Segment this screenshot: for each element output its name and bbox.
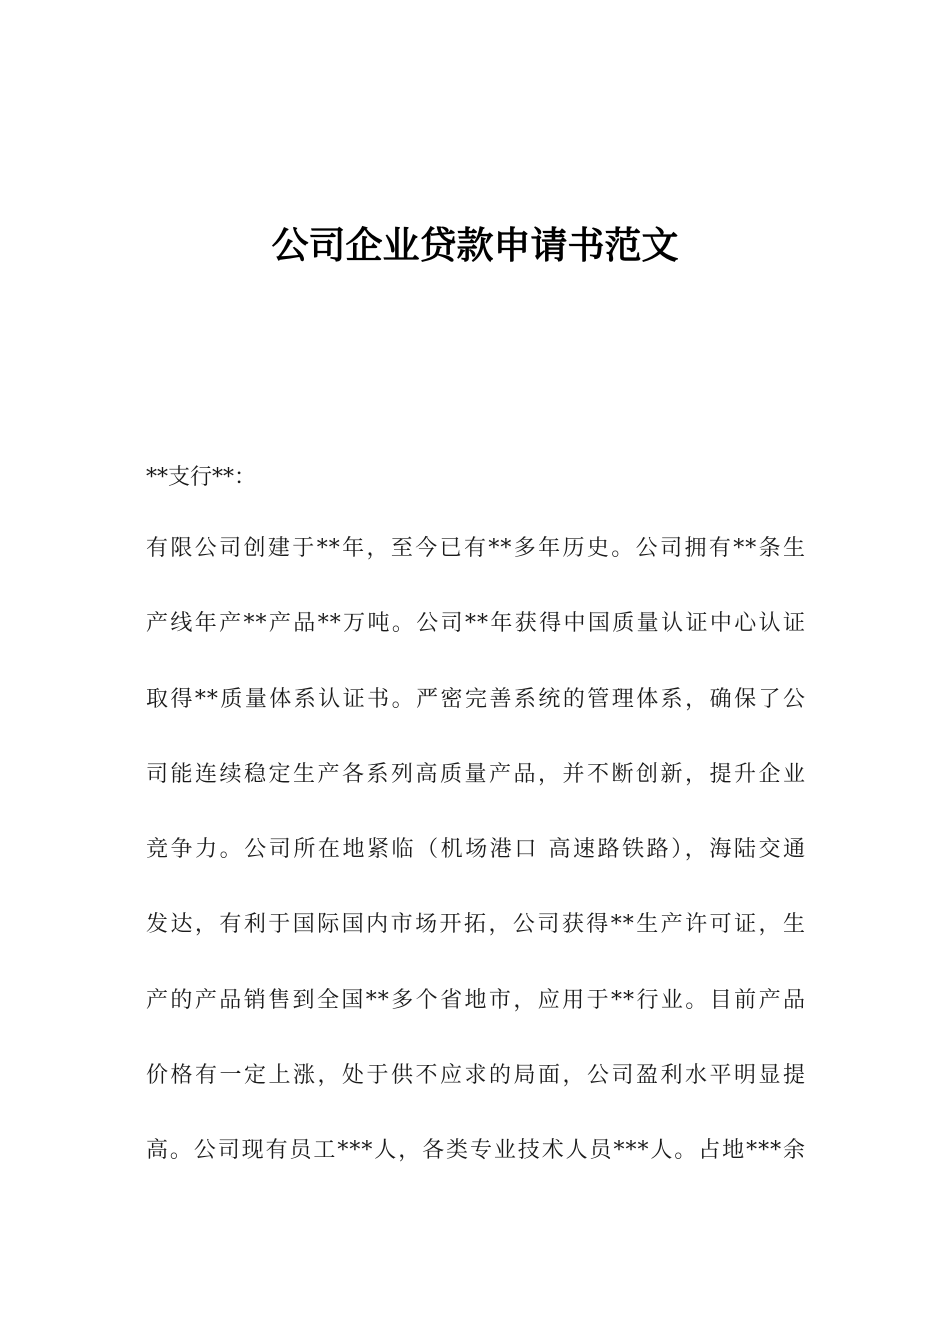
body-line: 产的产品销售到全国**多个省地市，应用于**行业。目前产品 — [146, 987, 806, 1013]
document-title: 公司企业贷款申请书范文 — [271, 224, 679, 267]
salutation: **支行**： — [146, 465, 257, 490]
body-line: 竞争力。公司所在地紧临（机场港口 高速路铁路），海陆交通 — [146, 837, 806, 863]
body-line: 产线年产**产品**万吨。公司**年获得中国质量认证中心认证 — [146, 611, 806, 637]
body-paragraph — [146, 533, 806, 1211]
body-line: 取得**质量体系认证书。严密完善系统的管理体系，确保了公 — [146, 686, 806, 712]
body-line: 有限公司创建于**年，至今已有**多年历史。公司拥有**条生 — [146, 536, 806, 561]
body-line: 价格有一定上涨，处于供不应求的局面，公司盈利水平明显提 — [146, 1063, 806, 1089]
body-line: 高。公司现有员工***人，各类专业技术人员***人。占地***余 — [146, 1138, 806, 1164]
body-line: 司能连续稳定生产各系列高质量产品，并不断创新，提升企业 — [146, 761, 806, 787]
body-line: 发达，有利于国际国内市场开拓，公司获得**生产许可证，生 — [146, 912, 806, 938]
